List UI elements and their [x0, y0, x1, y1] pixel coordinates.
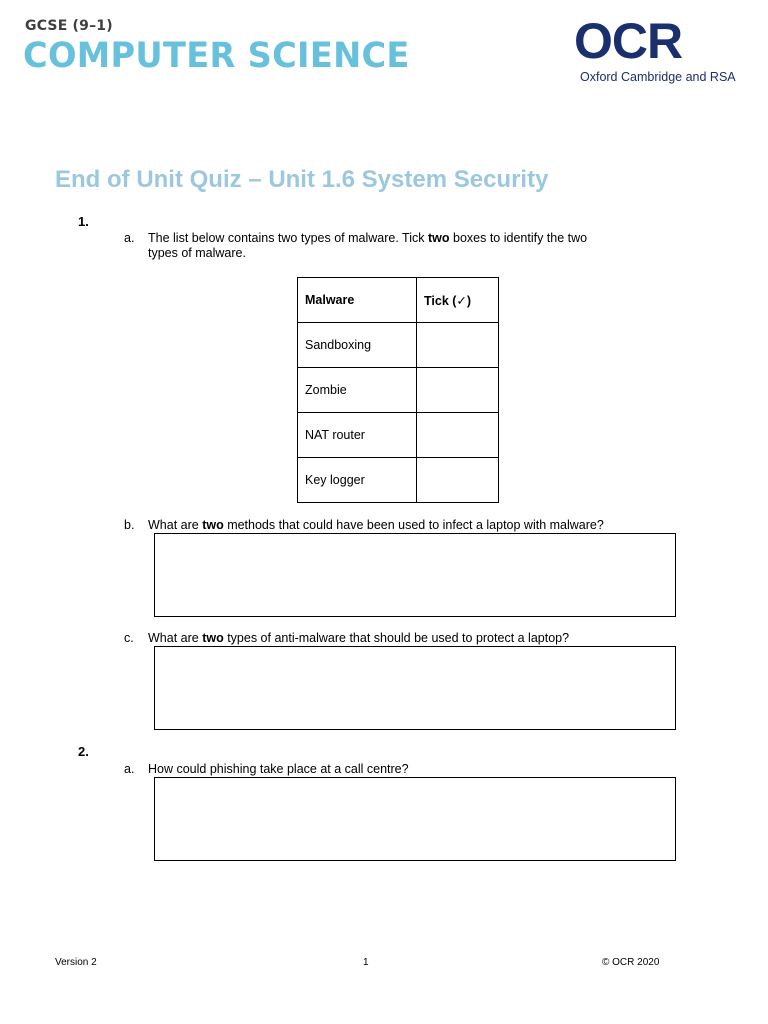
qualification-label: GCSE (9–1) [25, 18, 113, 34]
malware-option: Key logger [298, 458, 417, 503]
part-text: How could phishing take place at a call centre? [148, 762, 409, 776]
question-2-number: 2. [78, 744, 89, 759]
part-text: The list below contains two types of malware. Tick two boxes to identify the two [148, 231, 588, 245]
malware-option: Sandboxing [298, 323, 417, 368]
part-label: a. [124, 231, 135, 245]
footer-page-number: 1 [363, 957, 369, 968]
logo-mark: OCR [574, 13, 683, 69]
answer-box-1b[interactable] [154, 533, 676, 617]
part-text-line2: types of malware. [148, 246, 246, 260]
question-1-number: 1. [78, 214, 89, 229]
tick-box[interactable] [417, 458, 499, 503]
tick-box[interactable] [417, 368, 499, 413]
quiz-title: End of Unit Quiz – Unit 1.6 System Security [55, 166, 549, 193]
column-header-tick: Tick (✓) [417, 278, 499, 323]
table-header-row [298, 278, 499, 323]
ocr-logo [574, 13, 740, 86]
answer-box-1c[interactable] [154, 646, 676, 730]
tick-box[interactable] [417, 323, 499, 368]
malware-option: NAT router [298, 413, 417, 458]
table-row [298, 458, 499, 503]
tick-box[interactable] [417, 413, 499, 458]
answer-box-2a[interactable] [154, 777, 676, 861]
logo-subtitle: Oxford Cambridge and RSA [580, 70, 736, 84]
table-row [298, 323, 499, 368]
page-header [0, 0, 768, 100]
malware-option: Zombie [298, 368, 417, 413]
part-label: a. [124, 762, 135, 776]
part-text: What are two types of anti-malware that should be used to protect a laptop? [148, 631, 570, 645]
column-header-malware: Malware [298, 278, 417, 323]
table-row [298, 413, 499, 458]
malware-tick-table [297, 277, 499, 503]
table-row [298, 368, 499, 413]
part-label: b. [124, 518, 135, 532]
footer-version: Version 2 [55, 957, 97, 968]
subject-title: COMPUTER SCIENCE [23, 36, 410, 76]
footer-copyright: © OCR 2020 [602, 957, 660, 968]
part-label: c. [124, 631, 134, 645]
part-text: What are two methods that could have been used to infect a laptop with malware? [148, 518, 604, 532]
